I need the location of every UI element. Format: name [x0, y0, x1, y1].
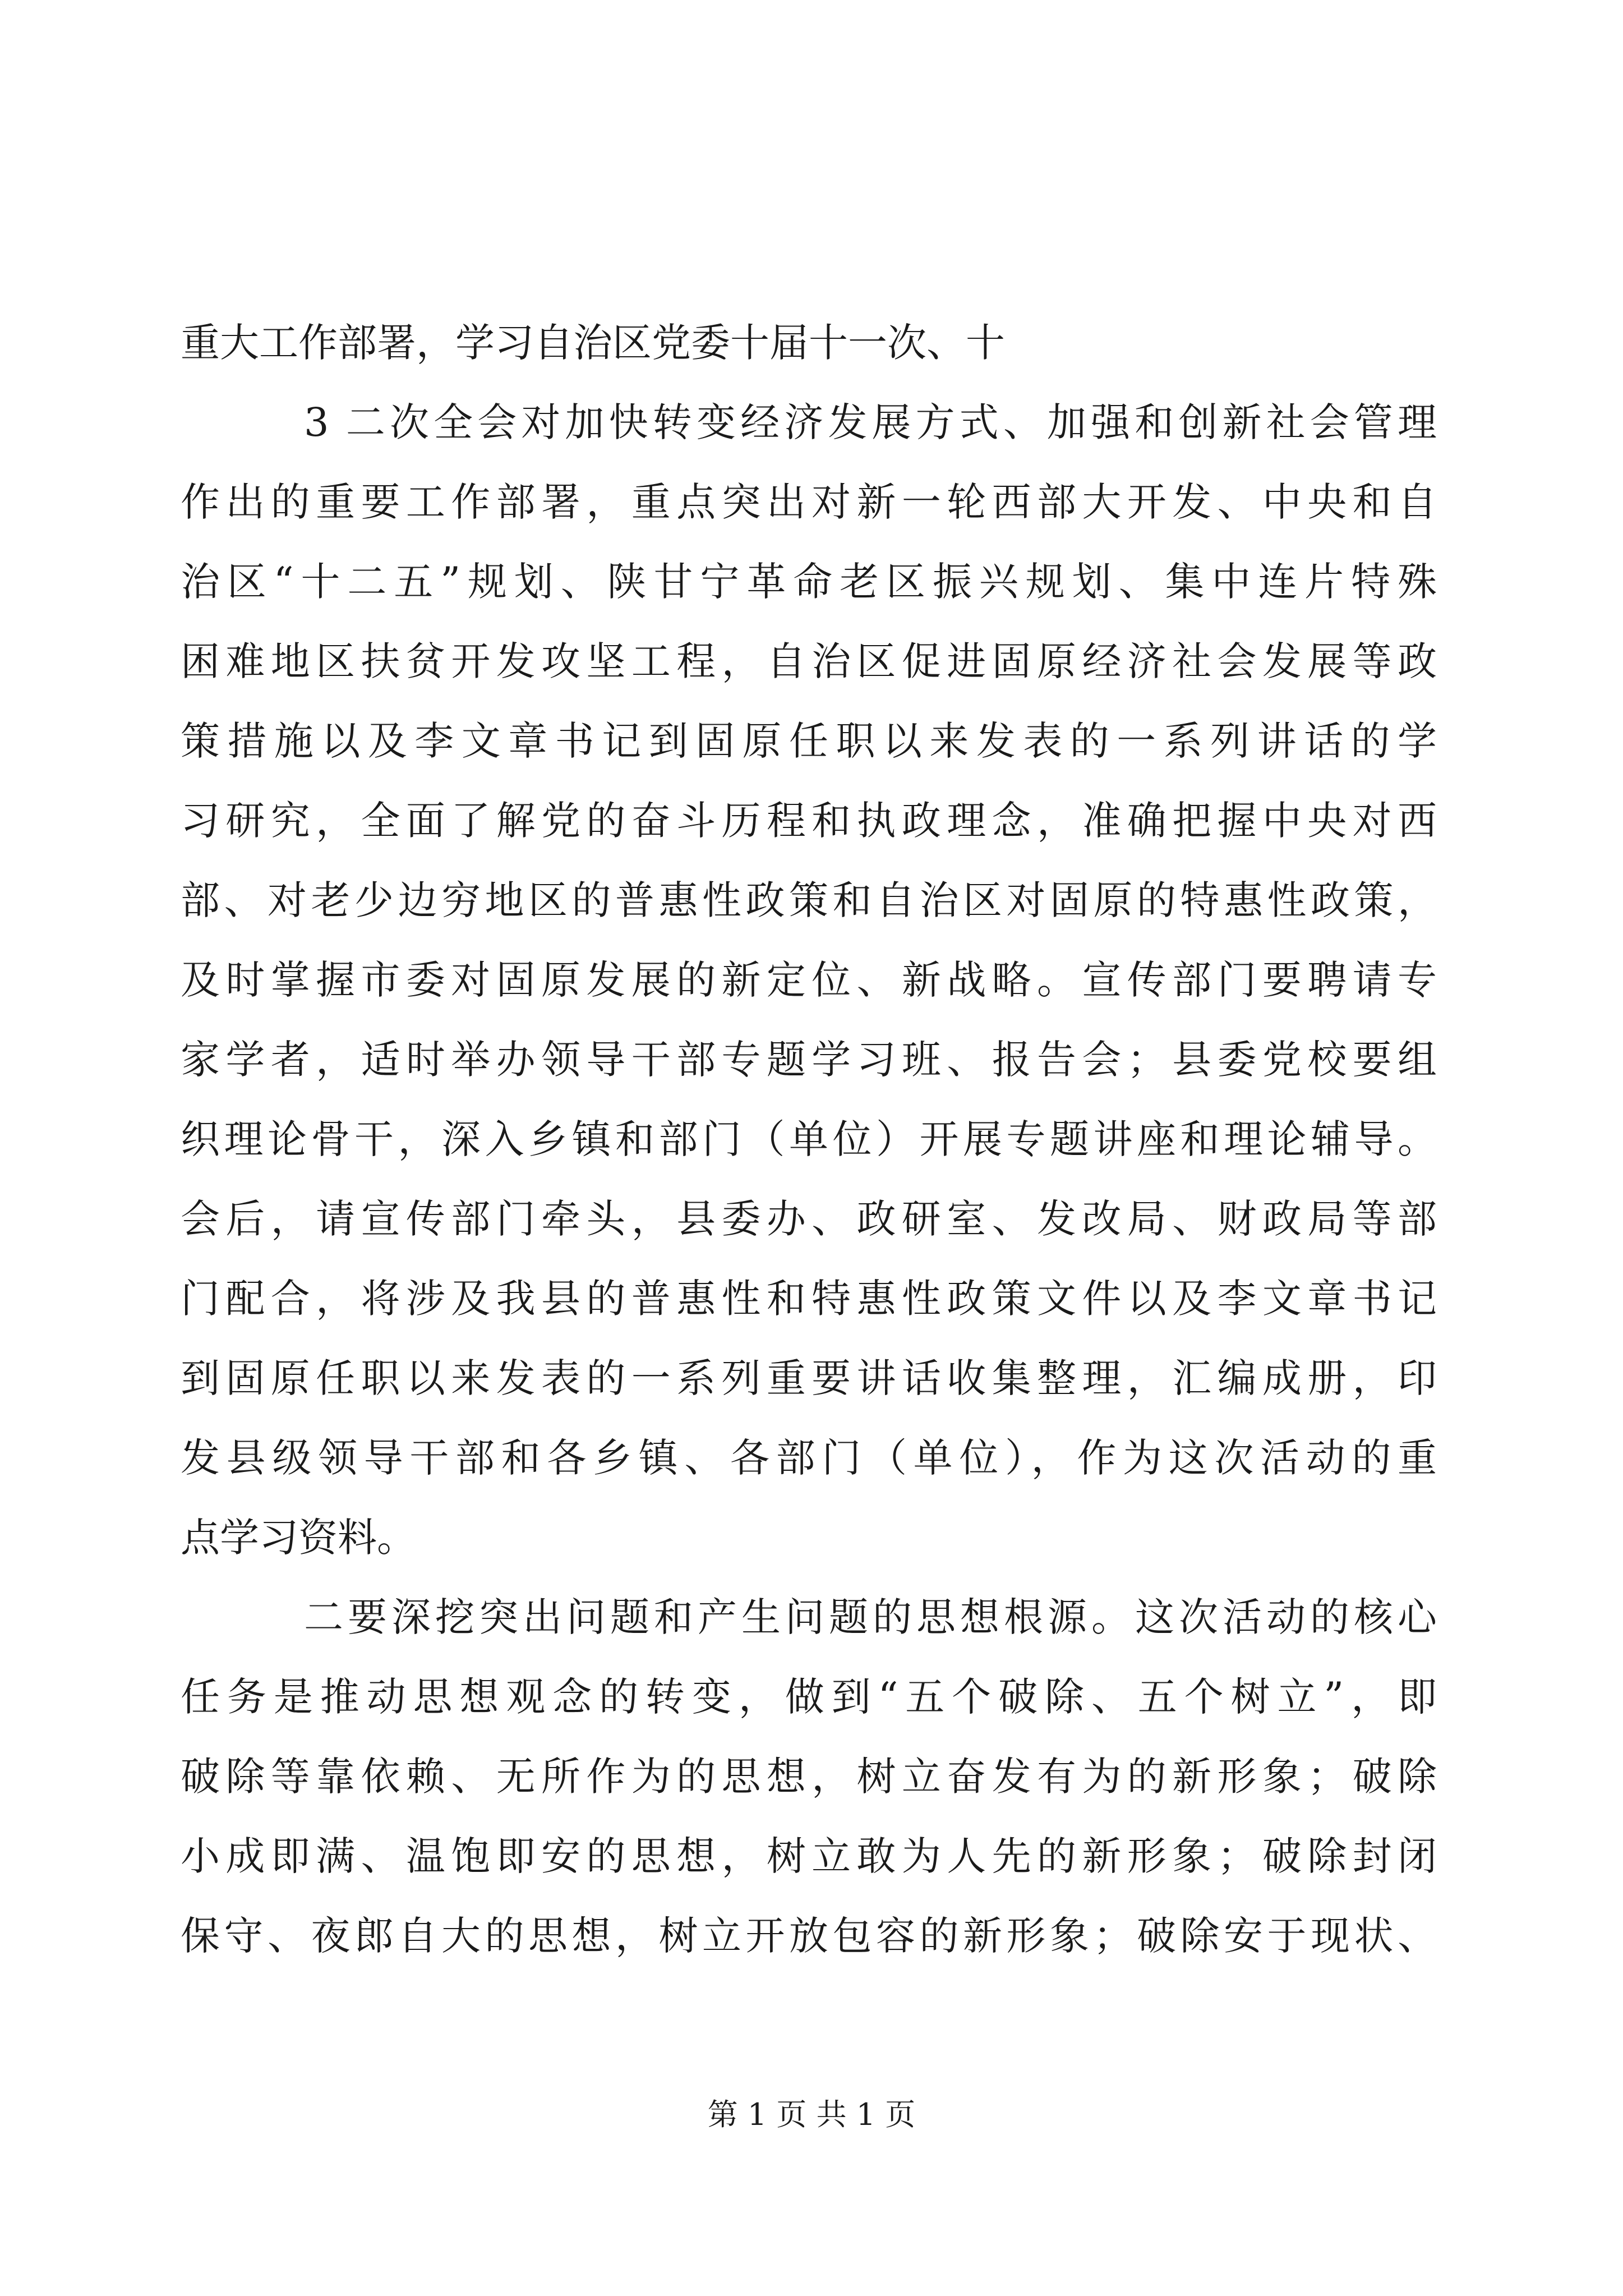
text-line: 困难地区扶贫开发攻坚工程，自治区促进固原经济社会发展等政: [181, 638, 1437, 684]
text-line: 破除等靠依赖、无所作为的思想，树立奋发有为的新形象；破除: [181, 1754, 1437, 1800]
text-line: 任务是推动思想观念的转变，做到“五个破除、五个树立”，即: [181, 1674, 1437, 1720]
text-line: 织理论骨干，深入乡镇和部门（单位）开展专题讲座和理论辅导。: [181, 1116, 1437, 1162]
text-line: 会后，请宣传部门牵头，县委办、政研室、发改局、财政局等部: [181, 1196, 1437, 1242]
text-line: 到固原任职以来发表的一系列重要讲话收集整理，汇编成册，印: [181, 1355, 1437, 1401]
text-line: 门配合，将涉及我县的普惠性和特惠性政策文件以及李文章书记: [181, 1276, 1437, 1322]
document-body: [181, 303, 1437, 1976]
text-line: 保守、夜郎自大的思想，树立开放包容的新形象；破除安于现状、: [181, 1913, 1437, 1959]
text-line: 家学者，适时举办领导干部专题学习班、报告会；县委党校要组: [181, 1037, 1437, 1083]
text-line: 点学习资料。: [181, 1515, 416, 1561]
text-line: 策措施以及李文章书记到固原任职以来发表的一系列讲话的学: [181, 718, 1437, 764]
text-line: 部、对老少边穷地区的普惠性政策和自治区对固原的特惠性政策，: [181, 877, 1437, 923]
text-line: 小成即满、温饱即安的思想，树立敢为人先的新形象；破除封闭: [181, 1833, 1437, 1879]
text-line: 习研究，全面了解党的奋斗历程和执政理念，准确把握中央对西: [181, 798, 1437, 844]
page-number-footer: 第 1 页 共 1 页: [707, 2097, 916, 2132]
text-line: 3 二次全会对加快转变经济发展方式、加强和创新社会管理: [304, 399, 1437, 445]
text-line: 治区“十二五”规划、陕甘宁革命老区振兴规划、集中连片特殊: [181, 559, 1437, 605]
text-line: 作出的重要工作部署，重点突出对新一轮西部大开发、中央和自: [181, 479, 1437, 525]
text-line: 重大工作部署，学习自治区党委十届十一次、十: [181, 320, 1005, 366]
text-line: 二要深挖突出问题和产生问题的思想根源。这次活动的核心: [304, 1594, 1437, 1640]
text-line: 发县级领导干部和各乡镇、各部门（单位），作为这次活动的重: [181, 1435, 1437, 1481]
text-line: 及时掌握市委对固原发展的新定位、新战略。宣传部门要聘请专: [181, 957, 1437, 1003]
